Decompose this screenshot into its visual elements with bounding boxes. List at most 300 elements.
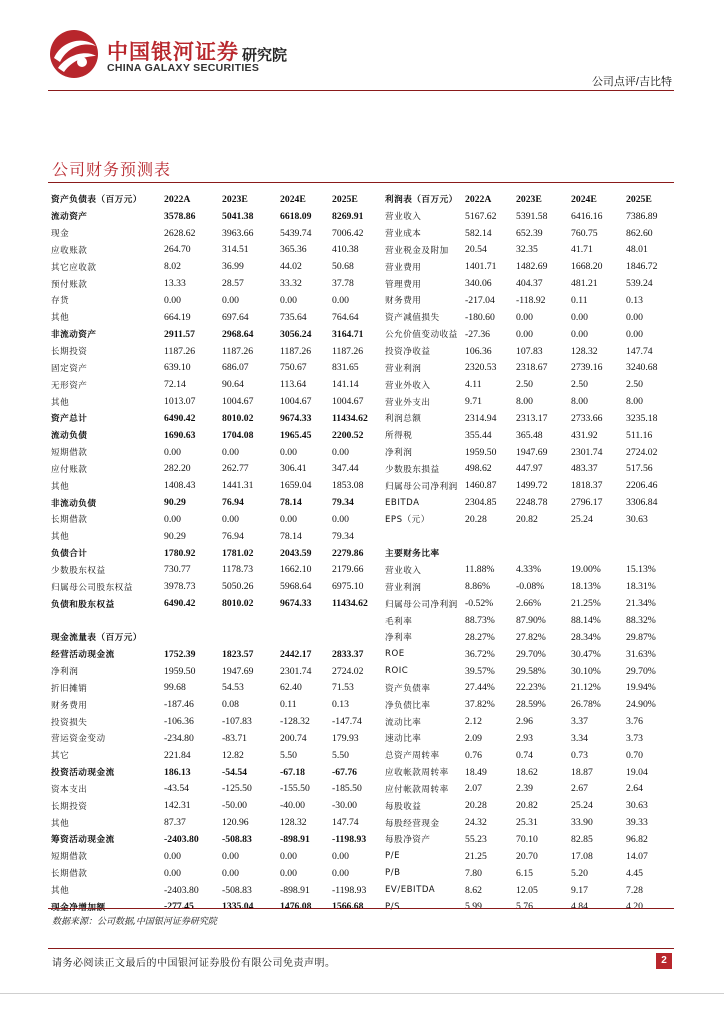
cell-value: 88.73% bbox=[465, 615, 495, 627]
cell-value: 8.86% bbox=[465, 581, 491, 593]
cell-value: 18.49 bbox=[465, 766, 487, 778]
cell-value: 1408.43 bbox=[164, 480, 196, 492]
cell-value: 71.53 bbox=[332, 682, 354, 694]
cell-value: 29.70% bbox=[626, 665, 656, 677]
cell-value: 29.58% bbox=[516, 665, 546, 677]
row-label: 长期投资 bbox=[51, 347, 88, 358]
table-row bbox=[382, 696, 674, 713]
row-label: EPS（元） bbox=[385, 515, 430, 526]
cell-value: 28.34% bbox=[571, 631, 601, 643]
cell-value: 314.51 bbox=[222, 244, 249, 256]
cell-value: 20.82 bbox=[516, 800, 538, 812]
cell-value: 0.00 bbox=[280, 850, 297, 862]
cell-value: 9674.33 bbox=[280, 598, 312, 610]
cell-value: 0.00 bbox=[516, 311, 533, 323]
cell-value: 3240.68 bbox=[626, 362, 658, 374]
cell-value: 1846.72 bbox=[626, 261, 658, 273]
row-label: 管理费用 bbox=[385, 279, 422, 290]
row-label: 财务费用 bbox=[385, 296, 422, 307]
cell-value: 128.32 bbox=[571, 345, 598, 357]
cell-value: 340.06 bbox=[465, 278, 492, 290]
cell-value: 2733.66 bbox=[571, 412, 603, 424]
row-label: 应收帐款周转率 bbox=[385, 768, 449, 779]
row-label: 其它应收款 bbox=[51, 262, 97, 273]
row-label: 现金 bbox=[51, 229, 70, 240]
table-row bbox=[48, 494, 368, 511]
table-row bbox=[382, 376, 674, 393]
cell-value: 1823.57 bbox=[222, 648, 254, 660]
cell-value: -898.91 bbox=[280, 884, 310, 896]
cell-value: 1004.67 bbox=[332, 396, 364, 408]
cell-value: 44.02 bbox=[280, 261, 302, 273]
cell-value: 76.94 bbox=[222, 530, 244, 542]
row-label: 营业外支出 bbox=[385, 397, 431, 408]
row-label: 净负债比率 bbox=[385, 700, 431, 711]
cell-value: 17.08 bbox=[571, 850, 593, 862]
cell-value: 0.00 bbox=[222, 867, 239, 879]
cell-value: -180.60 bbox=[465, 311, 495, 323]
table-row bbox=[48, 578, 368, 595]
table-row bbox=[382, 545, 674, 562]
cell-value: 4.45 bbox=[626, 867, 643, 879]
cell-value: 0.13 bbox=[332, 699, 349, 711]
row-label: 经营活动现金流 bbox=[51, 650, 115, 661]
row-label: 净利润 bbox=[385, 448, 413, 459]
cell-value: 4.84 bbox=[571, 901, 588, 913]
cell-value: 3235.18 bbox=[626, 412, 658, 424]
cell-value: 4.11 bbox=[465, 379, 482, 391]
cell-value: 7.80 bbox=[465, 867, 482, 879]
row-label: 短期借款 bbox=[51, 852, 88, 863]
cell-value: -50.00 bbox=[222, 800, 248, 812]
table-bottom-rule bbox=[48, 908, 674, 909]
cell-value: 0.00 bbox=[626, 328, 643, 340]
cell-value: 20.54 bbox=[465, 244, 487, 256]
table-row bbox=[382, 865, 674, 882]
cell-value: 76.94 bbox=[222, 497, 244, 509]
cell-value: 1335.04 bbox=[222, 901, 254, 913]
table-row bbox=[48, 309, 368, 326]
cell-value bbox=[219, 612, 277, 629]
cell-value: 5391.58 bbox=[516, 210, 548, 222]
cell-value: 106.36 bbox=[465, 345, 492, 357]
table-row bbox=[48, 477, 368, 494]
row-label: 无形资产 bbox=[51, 380, 88, 391]
row-label: 其他 bbox=[51, 818, 70, 829]
cell-value: -128.32 bbox=[280, 716, 310, 728]
cell-value: 1441.31 bbox=[222, 480, 254, 492]
cell-value: 1460.87 bbox=[465, 480, 497, 492]
cell-value: -155.50 bbox=[280, 783, 310, 795]
cell-value bbox=[277, 629, 329, 646]
cell-value: 3.73 bbox=[626, 732, 643, 744]
row-label: 负债和股东权益 bbox=[51, 599, 115, 610]
cell-value: 760.75 bbox=[571, 227, 598, 239]
cell-value: 87.90% bbox=[516, 615, 546, 627]
cell-value: 1476.08 bbox=[280, 901, 312, 913]
cell-value: 1818.37 bbox=[571, 480, 603, 492]
cell-value: 3164.71 bbox=[332, 328, 364, 340]
table-row bbox=[382, 511, 674, 528]
cell-value: 50.68 bbox=[332, 261, 354, 273]
cell-value: -67.76 bbox=[332, 766, 358, 778]
cell-value: 179.93 bbox=[332, 732, 359, 744]
cell-value: 21.25 bbox=[465, 850, 487, 862]
header-rule bbox=[48, 90, 674, 91]
cell-value: 0.74 bbox=[516, 749, 533, 761]
row-label: P/E bbox=[385, 851, 401, 862]
cell-value: 5050.26 bbox=[222, 581, 254, 593]
cell-value: 652.39 bbox=[516, 227, 543, 239]
cell-value: -0.08% bbox=[516, 581, 545, 593]
cell-value: 8.00 bbox=[516, 396, 533, 408]
table-row bbox=[48, 410, 368, 427]
table-row bbox=[382, 225, 674, 242]
row-label: 负债合计 bbox=[51, 549, 88, 560]
cell-value: 147.74 bbox=[332, 817, 359, 829]
table-row bbox=[382, 275, 674, 292]
row-label: 少数股东损益 bbox=[385, 464, 440, 475]
cell-value bbox=[277, 612, 329, 629]
cell-value: 11434.62 bbox=[332, 598, 368, 610]
cell-value: 1668.20 bbox=[571, 261, 603, 273]
cell-value: 2025E bbox=[332, 193, 358, 205]
cell-value: 2.66% bbox=[516, 598, 542, 610]
table-row bbox=[382, 343, 674, 360]
cell-value bbox=[161, 612, 219, 629]
cell-value: 2.96 bbox=[516, 716, 533, 728]
cell-value: 14.07 bbox=[626, 850, 648, 862]
cell-value: 1004.67 bbox=[222, 396, 254, 408]
row-label: 公允价值变动收益 bbox=[385, 330, 458, 341]
row-label: P/S bbox=[385, 901, 401, 912]
cell-value: 498.62 bbox=[465, 463, 492, 475]
cell-value: 2724.02 bbox=[626, 446, 658, 458]
cell-value: 2442.17 bbox=[280, 648, 312, 660]
cell-value: 37.78 bbox=[332, 278, 354, 290]
cell-value: 0.00 bbox=[516, 328, 533, 340]
table-row bbox=[382, 461, 674, 478]
cell-value: 1187.26 bbox=[332, 345, 364, 357]
table-row bbox=[48, 393, 368, 410]
cell-value: 13.33 bbox=[164, 278, 186, 290]
table-row bbox=[48, 242, 368, 259]
row-label: 非流动负债 bbox=[51, 498, 97, 509]
cell-value: 107.83 bbox=[516, 345, 543, 357]
cell-value: 0.00 bbox=[222, 446, 239, 458]
table-row bbox=[382, 410, 674, 427]
balance-cashflow-table bbox=[48, 191, 368, 915]
table-row bbox=[382, 898, 674, 915]
row-label: 预付账款 bbox=[51, 279, 88, 290]
cell-value: 1401.71 bbox=[465, 261, 497, 273]
cell-value: 282.20 bbox=[164, 463, 191, 475]
cell-value: 30.63 bbox=[626, 513, 648, 525]
cell-value: 0.00 bbox=[280, 294, 297, 306]
cell-value: 2200.52 bbox=[332, 429, 364, 441]
cell-value: 5167.62 bbox=[465, 210, 497, 222]
table-row bbox=[48, 797, 368, 814]
cell-value: 21.34% bbox=[626, 598, 656, 610]
table-row bbox=[48, 292, 368, 309]
cell-value: 2206.46 bbox=[626, 480, 658, 492]
table-row bbox=[48, 882, 368, 899]
cell-value: 431.92 bbox=[571, 429, 598, 441]
cell-value: 2248.78 bbox=[516, 497, 548, 509]
cell-value: 19.04 bbox=[626, 766, 648, 778]
cell-value: 764.64 bbox=[332, 311, 359, 323]
table-row bbox=[48, 646, 368, 663]
cell-value: 221.84 bbox=[164, 749, 191, 761]
cell-value: 2023E bbox=[516, 193, 542, 205]
cell-value: 32.35 bbox=[516, 244, 538, 256]
cell-value: 41.71 bbox=[571, 244, 593, 256]
cell-value: 33.90 bbox=[571, 817, 593, 829]
table-row bbox=[48, 696, 368, 713]
table-row bbox=[48, 258, 368, 275]
cell-value: 48.01 bbox=[626, 244, 648, 256]
cell-value: 0.00 bbox=[222, 294, 239, 306]
row-label: 流动比率 bbox=[385, 717, 422, 728]
table-row bbox=[382, 427, 674, 444]
cell-value: 5.50 bbox=[280, 749, 297, 761]
cell-value: 410.38 bbox=[332, 244, 359, 256]
cell-value: 79.34 bbox=[332, 530, 354, 542]
income-ratio-table bbox=[382, 191, 674, 915]
cell-value: 2043.59 bbox=[280, 547, 312, 559]
cell-value bbox=[513, 528, 568, 545]
cell-value: -508.83 bbox=[222, 884, 252, 896]
brand-name-en: CHINA GALAXY SECURITIES bbox=[107, 62, 260, 74]
table-row bbox=[382, 359, 674, 376]
table-row bbox=[48, 865, 368, 882]
cell-value: 2833.37 bbox=[332, 648, 364, 660]
cell-value: 2279.86 bbox=[332, 547, 364, 559]
table-row bbox=[382, 292, 674, 309]
table-row bbox=[382, 679, 674, 696]
cell-value: -67.18 bbox=[280, 766, 306, 778]
row-label: 固定资产 bbox=[51, 363, 88, 374]
table-row bbox=[48, 848, 368, 865]
table-row bbox=[382, 258, 674, 275]
report-header bbox=[0, 0, 724, 95]
table-row bbox=[382, 781, 674, 798]
cell-value: 0.00 bbox=[626, 311, 643, 323]
cell-value: 0.08 bbox=[222, 699, 239, 711]
cell-value: 20.82 bbox=[516, 513, 538, 525]
cell-value: 113.64 bbox=[280, 379, 307, 391]
row-label: 长期投资 bbox=[51, 801, 88, 812]
cell-value: 5.76 bbox=[516, 901, 533, 913]
row-label: 主要财务比率 bbox=[385, 549, 440, 560]
cell-value bbox=[623, 545, 674, 562]
cell-value bbox=[329, 612, 368, 629]
cell-value: 3963.66 bbox=[222, 227, 254, 239]
row-label: 存货 bbox=[51, 296, 70, 307]
galaxy-logo-icon bbox=[48, 28, 100, 80]
table-row bbox=[48, 545, 368, 562]
cell-value: 8.00 bbox=[626, 396, 643, 408]
cell-value: 2.50 bbox=[571, 379, 588, 391]
table-row bbox=[382, 848, 674, 865]
cell-value: 4.33% bbox=[516, 564, 542, 576]
row-label: 其它 bbox=[51, 751, 70, 762]
row-label: 长期借款 bbox=[51, 869, 88, 880]
table-row bbox=[48, 562, 368, 579]
cell-value: 90.64 bbox=[222, 379, 244, 391]
cell-value bbox=[568, 545, 623, 562]
cell-value bbox=[568, 528, 623, 545]
table-row bbox=[48, 275, 368, 292]
cell-value: 365.36 bbox=[280, 244, 307, 256]
cell-value: 28.57 bbox=[222, 278, 244, 290]
table-row bbox=[382, 831, 674, 848]
table-row bbox=[382, 663, 674, 680]
cell-value: 1752.39 bbox=[164, 648, 196, 660]
row-label: 营业利润 bbox=[385, 363, 422, 374]
cell-value: 28.27% bbox=[465, 631, 495, 643]
cell-value: 1662.10 bbox=[280, 564, 312, 576]
cell-value: -217.04 bbox=[465, 294, 495, 306]
cell-value: -2403.80 bbox=[164, 833, 199, 845]
row-label: 折旧摊销 bbox=[51, 683, 88, 694]
table-row bbox=[382, 562, 674, 579]
cell-value: 262.77 bbox=[222, 463, 249, 475]
cell-value: 0.00 bbox=[164, 513, 181, 525]
row-label: 应付帐款周转率 bbox=[385, 784, 449, 795]
cell-value: -30.00 bbox=[332, 800, 358, 812]
cell-value: -234.80 bbox=[164, 732, 194, 744]
cell-value: 1853.08 bbox=[332, 480, 364, 492]
row-label: 筹资活动现金流 bbox=[51, 835, 115, 846]
row-label: 其他 bbox=[51, 481, 70, 492]
cell-value: 21.25% bbox=[571, 598, 601, 610]
cell-value: 1004.67 bbox=[280, 396, 312, 408]
cell-value: 8010.02 bbox=[222, 598, 254, 610]
table-row bbox=[48, 764, 368, 781]
cell-value: 90.29 bbox=[164, 530, 186, 542]
cell-value: 20.70 bbox=[516, 850, 538, 862]
cell-value: 5.99 bbox=[465, 901, 482, 913]
cell-value: 88.32% bbox=[626, 615, 656, 627]
cell-value: 730.77 bbox=[164, 564, 191, 576]
cell-value: 120.96 bbox=[222, 817, 249, 829]
brand-name-cn: 中国银河证券 bbox=[107, 41, 239, 64]
cell-value: 54.53 bbox=[222, 682, 244, 694]
cell-value: 2.67 bbox=[571, 783, 588, 795]
cell-value: 1178.73 bbox=[222, 564, 254, 576]
cell-value: 697.64 bbox=[222, 311, 249, 323]
row-label: 现金流量表（百万元） bbox=[51, 633, 142, 644]
cell-value: 0.00 bbox=[332, 294, 349, 306]
cell-value: 0.00 bbox=[164, 867, 181, 879]
table-row bbox=[382, 326, 674, 343]
cell-value: 19.94% bbox=[626, 682, 656, 694]
cell-value: 0.00 bbox=[332, 850, 349, 862]
cell-value: -508.83 bbox=[222, 833, 252, 845]
row-label: ROE bbox=[385, 649, 405, 660]
cell-value: 200.74 bbox=[280, 732, 307, 744]
cell-value: 9674.33 bbox=[280, 412, 312, 424]
cell-value: 9.71 bbox=[465, 396, 482, 408]
table-row bbox=[382, 242, 674, 259]
cell-value: 24.90% bbox=[626, 699, 656, 711]
row-label: EV/EBITDA bbox=[385, 885, 436, 896]
cell-value: 6490.42 bbox=[164, 412, 196, 424]
row-label: 营业成本 bbox=[385, 229, 422, 240]
cell-value: -54.54 bbox=[222, 766, 248, 778]
cell-value: 862.60 bbox=[626, 227, 653, 239]
cell-value: 0.00 bbox=[280, 513, 297, 525]
cell-value: 2024E bbox=[571, 193, 597, 205]
table-row bbox=[48, 898, 368, 915]
cell-value: 2911.57 bbox=[164, 328, 195, 340]
table-row bbox=[382, 309, 674, 326]
cell-value: -277.45 bbox=[164, 901, 194, 913]
footer-rule bbox=[48, 948, 674, 949]
row-label: 营业收入 bbox=[385, 565, 422, 576]
cell-value: 30.63 bbox=[626, 800, 648, 812]
table-row bbox=[48, 663, 368, 680]
row-label: 财务费用 bbox=[51, 700, 88, 711]
cell-value: 0.00 bbox=[164, 446, 181, 458]
cell-value: 686.07 bbox=[222, 362, 249, 374]
table-row bbox=[48, 444, 368, 461]
cell-value: 20.28 bbox=[465, 513, 487, 525]
table-row bbox=[382, 578, 674, 595]
cell-value: 2024E bbox=[280, 193, 306, 205]
cell-value: 62.40 bbox=[280, 682, 302, 694]
row-label: 总资产周转率 bbox=[385, 751, 440, 762]
table-row bbox=[48, 343, 368, 360]
table-row bbox=[382, 393, 674, 410]
cell-value: -107.83 bbox=[222, 716, 252, 728]
cell-value: 8.00 bbox=[571, 396, 588, 408]
table-row bbox=[48, 781, 368, 798]
cell-value: 1780.92 bbox=[164, 547, 196, 559]
data-source-note: 数据来源：公司数据,中国银河证券研究院 bbox=[52, 917, 217, 927]
cell-value: 0.11 bbox=[280, 699, 297, 711]
cell-value: 2796.17 bbox=[571, 497, 603, 509]
cell-value bbox=[161, 629, 219, 646]
cell-value: 82.85 bbox=[571, 833, 593, 845]
cell-value: 639.10 bbox=[164, 362, 191, 374]
cell-value: 3.34 bbox=[571, 732, 588, 744]
cell-value: 39.33 bbox=[626, 817, 648, 829]
cell-value: 11434.62 bbox=[332, 412, 368, 424]
row-label: 投资活动现金流 bbox=[51, 768, 115, 779]
cell-value: 0.00 bbox=[332, 446, 349, 458]
cell-value: 2.64 bbox=[626, 783, 643, 795]
cell-value: 2628.62 bbox=[164, 227, 196, 239]
row-label: 长期借款 bbox=[51, 515, 88, 526]
table-row bbox=[48, 191, 368, 208]
row-label: 所得税 bbox=[385, 431, 413, 442]
cell-value: 5968.64 bbox=[280, 581, 312, 593]
row-label: 营业收入 bbox=[385, 212, 422, 223]
row-label: 每股收益 bbox=[385, 801, 422, 812]
cell-value: 12.05 bbox=[516, 884, 538, 896]
table-row bbox=[48, 427, 368, 444]
cell-value: 5.20 bbox=[571, 867, 588, 879]
row-label: 流动资产 bbox=[51, 212, 88, 223]
cell-value: 7386.89 bbox=[626, 210, 658, 222]
row-label: 其他 bbox=[51, 532, 70, 543]
cell-value: -125.50 bbox=[222, 783, 252, 795]
cell-value: 1187.26 bbox=[280, 345, 312, 357]
row-label: 每股经营现金 bbox=[385, 818, 440, 829]
cell-value: 0.00 bbox=[164, 850, 181, 862]
